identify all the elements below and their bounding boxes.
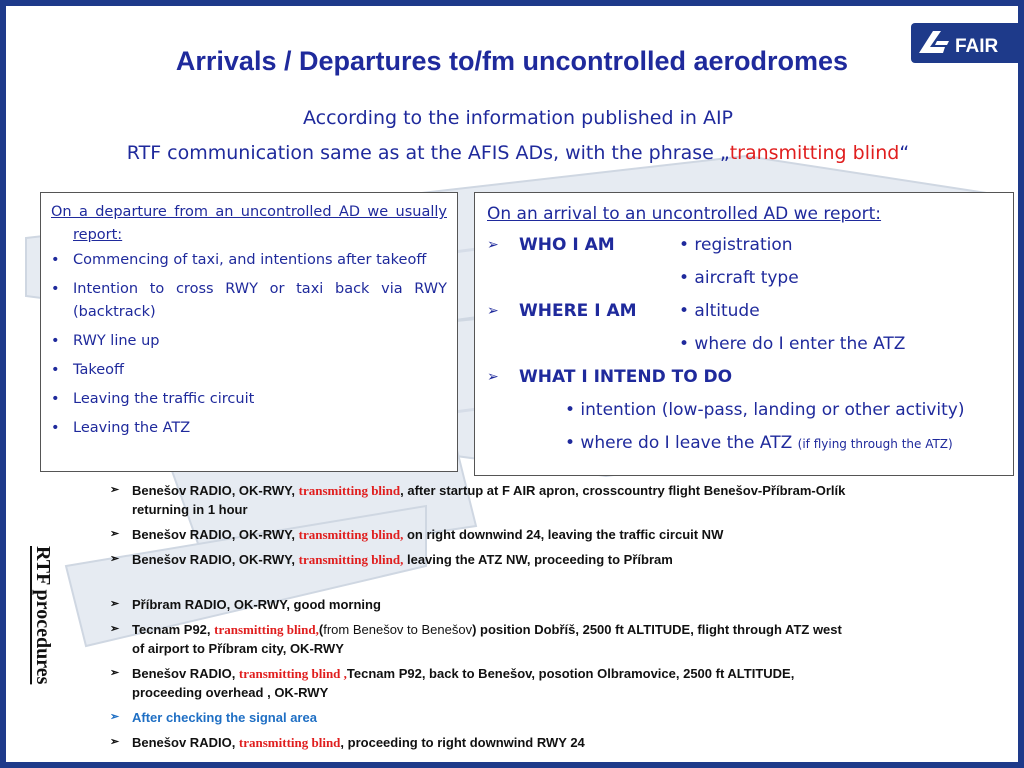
rtf-text: Tecnam P92, [132,622,215,637]
subtitle-line-2-post: “ [899,142,910,164]
rtf-text: , proceeding to right downwind RWY 24 [340,735,585,750]
rtf-text: , after startup at F AIR apron, crosscountry flight Benešov-Příbram-Orlík [400,483,846,498]
where-enter-atz: • where do I enter the ATZ [679,334,906,354]
bullet-icon: • [51,281,60,297]
where-altitude: • altitude [679,301,760,321]
chevron-right-icon: ➢ [487,303,499,319]
who-i-am-label: WHO I AM [519,235,615,255]
list-item [110,481,990,519]
subtitle-line-2 [6,142,1018,164]
logo-text: FAIR [955,36,999,57]
page-title: Arrivals / Departures to/fm uncontrolled aerodromes [175,46,849,76]
rtf-procedures-side-label: RTF procedures [32,546,54,685]
chevron-right-icon: ➢ [110,484,120,496]
list-item [110,620,990,658]
subtitle-line-2-pre: RTF communication same as at the AFIS ADs, with the phrase „ [126,142,730,164]
subtitle-phrase-highlight: transmitting blind [729,142,900,164]
rtf-text: from Benešov to Benešov [323,622,473,637]
rtf-phrase-highlight: transmitting blind, [298,527,404,542]
list-item [110,708,990,727]
rtf-text: leaving the ATZ NW, proceeding to Příbram [403,552,673,567]
rtf-text: Benešov RADIO, OK-RWY, [132,483,299,498]
what-leave-atz [565,427,953,460]
list-item [51,330,447,353]
what-leave-atz-note: (if flying through the ATZ) [797,437,953,451]
chevron-right-icon: ➢ [110,553,120,565]
rtf-text: on right downwind 24, leaving the traffic circuit NW [403,527,724,542]
arrival-row-what [487,361,1003,394]
rtf-text: returning in 1 hour [132,502,248,517]
who-aircraft-type: • aircraft type [679,268,799,288]
slide [6,6,1018,762]
rtf-examples-list [110,481,990,752]
rtf-text: Příbram RADIO, OK-RWY, good morning [132,597,381,612]
departure-item-text: RWY line up [73,333,160,349]
bullet-icon: • [51,362,60,378]
arrival-row-who [487,229,1003,262]
list-item [51,417,447,440]
rtf-text: ( [318,622,324,637]
departure-item-text: Leaving the traffic circuit [73,391,255,407]
rtf-phrase-highlight: transmitting blind [238,735,341,750]
chevron-right-icon: ➢ [110,667,120,679]
list-item [51,359,447,382]
subtitle-line-1: According to the information published in AIP [302,107,734,129]
departure-item-text: Takeoff [73,362,125,378]
who-registration: • registration [679,235,793,255]
rtf-phrase-highlight: transmitting blind [298,483,401,498]
chevron-right-icon: ➢ [110,736,120,748]
what-intention: • intention (low-pass, landing or other activity) [565,400,965,420]
list-item [110,595,990,614]
departure-item-text: Leaving the ATZ [73,420,191,436]
arrival-row-what-1 [487,394,1003,427]
chevron-right-icon: ➢ [110,711,120,723]
rtf-text: proceeding overhead , OK-RWY [132,685,329,700]
chevron-right-icon: ➢ [110,598,120,610]
rtf-text: ) position Dobříš, 2500 ft ALTITUDE, flight through ATZ west [472,622,842,637]
departure-item-text: Commencing of taxi, and intentions after takeoff [73,252,427,268]
bullet-icon: • [51,391,60,407]
list-item [51,249,447,272]
chevron-right-icon: ➢ [487,369,499,385]
chevron-right-icon: ➢ [110,623,120,635]
departure-list [51,249,447,440]
list-item [110,664,990,702]
rtf-text: Benešov RADIO, OK-RWY, [132,527,299,542]
where-i-am-label: WHERE I AM [519,301,637,321]
arrival-row-who-2 [487,262,1003,295]
chevron-right-icon: ➢ [487,237,499,253]
departure-lead: On a departure from an uncontrolled AD we usually report: [51,204,447,243]
arrival-row-where-2 [487,328,1003,361]
arrival-row-where [487,295,1003,328]
rtf-text: of airport to Příbram city, OK-RWY [132,641,344,656]
rtf-text: Benešov RADIO, [132,666,239,681]
list-item [110,550,990,569]
rtf-phrase-highlight: transmitting blind, [298,552,404,567]
bullet-icon: • [51,333,60,349]
arrival-lead: On an arrival to an uncontrolled AD we report: [487,204,882,224]
rtf-text: Tecnam P92, back to Benešov, posotion Olbramovice, 2500 ft ALTITUDE, [346,666,795,681]
list-item [110,525,990,544]
what-leave-atz-text: • where do I leave the ATZ [565,433,793,453]
arrival-box [474,192,1014,476]
rtf-text: Benešov RADIO, OK-RWY, [132,552,299,567]
bullet-icon: • [51,420,60,436]
rtf-text: After checking the signal area [132,710,317,725]
departure-box [40,192,458,472]
chevron-right-icon: ➢ [110,528,120,540]
departure-item-text: Intention to cross RWY or taxi back via RWY (backtrack) [73,281,447,320]
rtf-phrase-highlight: transmitting blind , [238,666,347,681]
what-i-intend-label: WHAT I INTEND TO DO [519,367,733,387]
rtf-phrase-highlight: transmitting blind, [214,622,319,637]
rtf-text: Benešov RADIO, [132,735,239,750]
arrival-row-what-2 [487,427,1003,460]
list-item [51,388,447,411]
list-item [51,278,447,324]
list-item [110,733,990,752]
bullet-icon: • [51,252,60,268]
